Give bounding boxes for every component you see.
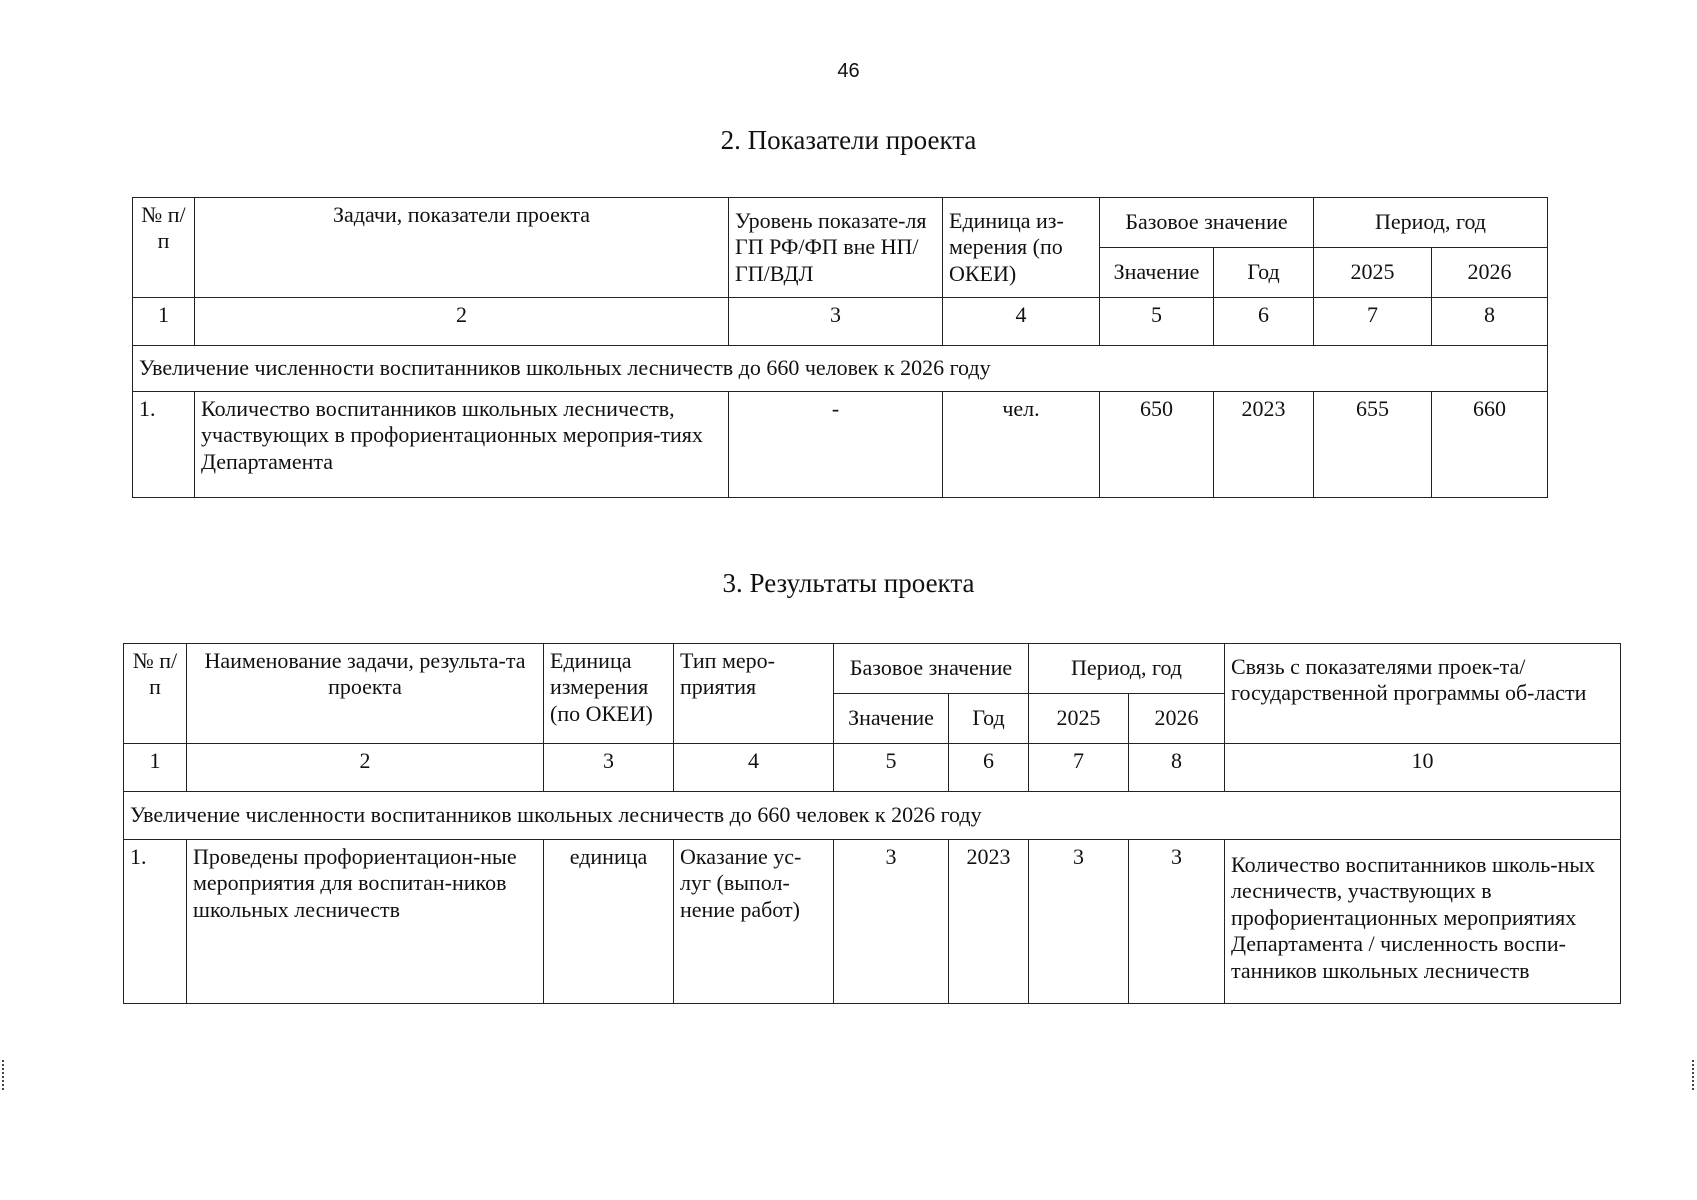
header-unit: Единица из-мерения (по ОКЕИ) xyxy=(943,198,1100,298)
row-base-value: 3 xyxy=(834,840,949,1004)
row-link: Количество воспитанников школь-ных лесничеств, участвующих в профориентационных мероприятиях Департамента / численность воспи-танников школьных лесничеств xyxy=(1225,840,1621,1004)
row-unit: чел. xyxy=(943,392,1100,498)
column-number: 3 xyxy=(729,298,943,346)
row-2025: 3 xyxy=(1029,840,1129,1004)
section-title-results: 3. Результаты проекта xyxy=(722,568,975,598)
row-2025: 655 xyxy=(1314,392,1432,498)
row-unit: единица xyxy=(544,840,674,1004)
task-label: Увеличение численности воспитанников школьных лесничеств до 660 человек к 2026 году xyxy=(124,792,1621,840)
column-number: 7 xyxy=(1029,744,1129,792)
column-number: 5 xyxy=(834,744,949,792)
header-base: Базовое значение xyxy=(834,644,1029,694)
column-number: 6 xyxy=(949,744,1029,792)
header-level: Уровень показате-ля ГП РФ/ФП вне НП/ГП/ВДЛ xyxy=(729,198,943,298)
row-name: Проведены профориентацион-ные мероприятия для воспитан-ников школьных лесничеств xyxy=(187,840,544,1004)
column-number: 2 xyxy=(195,298,729,346)
row-base-value: 650 xyxy=(1100,392,1214,498)
column-number: 1 xyxy=(124,744,187,792)
column-number: 3 xyxy=(544,744,674,792)
header-num: № п/п xyxy=(124,644,187,744)
row-type: Оказание ус-луг (выпол-нение работ) xyxy=(674,840,834,1004)
page-number: 46 xyxy=(837,60,860,82)
header-period: Период, год xyxy=(1029,644,1225,694)
scan-edge-mark xyxy=(1692,1060,1696,1090)
column-number: 1 xyxy=(133,298,195,346)
results-table xyxy=(123,643,1621,1004)
column-number: 7 xyxy=(1314,298,1432,346)
column-number: 5 xyxy=(1100,298,1214,346)
row-2026: 660 xyxy=(1432,392,1548,498)
column-number: 4 xyxy=(943,298,1100,346)
header-2026: 2026 xyxy=(1129,694,1225,744)
column-number: 8 xyxy=(1432,298,1548,346)
header-num: № п/п xyxy=(133,198,195,298)
row-base-year: 2023 xyxy=(1214,392,1314,498)
header-type: Тип меро-приятия xyxy=(674,644,834,744)
header-base-year: Год xyxy=(1214,248,1314,298)
row-base-year: 2023 xyxy=(949,840,1029,1004)
scan-edge-mark xyxy=(2,1060,6,1090)
table-row xyxy=(133,392,1548,498)
section-title-indicators: 2. Показатели проекта xyxy=(720,125,977,155)
header-name: Задачи, показатели проекта xyxy=(195,198,729,298)
header-name: Наименование задачи, результа-та проекта xyxy=(187,644,544,744)
column-number: 4 xyxy=(674,744,834,792)
header-2025: 2025 xyxy=(1314,248,1432,298)
header-unit: Единица измерения (по ОКЕИ) xyxy=(544,644,674,744)
header-2026: 2026 xyxy=(1432,248,1548,298)
task-label: Увеличение численности воспитанников школьных лесничеств до 660 человек к 2026 году xyxy=(133,346,1548,392)
header-base-value: Значение xyxy=(834,694,949,744)
row-num: 1. xyxy=(133,392,195,498)
column-numbers-row xyxy=(133,298,1548,346)
column-number: 8 xyxy=(1129,744,1225,792)
column-number: 2 xyxy=(187,744,544,792)
header-period: Период, год xyxy=(1314,198,1548,248)
header-link: Связь с показателями проек-та/государственной программы об-ласти xyxy=(1225,644,1621,744)
header-base: Базовое значение xyxy=(1100,198,1314,248)
table-row xyxy=(124,840,1621,1004)
column-number: 10 xyxy=(1225,744,1621,792)
header-2025: 2025 xyxy=(1029,694,1129,744)
header-base-year: Год xyxy=(949,694,1029,744)
row-num: 1. xyxy=(124,840,187,1004)
row-name: Количество воспитанников школьных лесничеств, участвующих в профориентационных мероприя-тиях Департамента xyxy=(195,392,729,498)
column-number: 6 xyxy=(1214,298,1314,346)
row-level: - xyxy=(729,392,943,498)
header-base-value: Значение xyxy=(1100,248,1214,298)
row-2026: 3 xyxy=(1129,840,1225,1004)
column-numbers-row xyxy=(124,744,1621,792)
indicators-table xyxy=(132,197,1548,498)
